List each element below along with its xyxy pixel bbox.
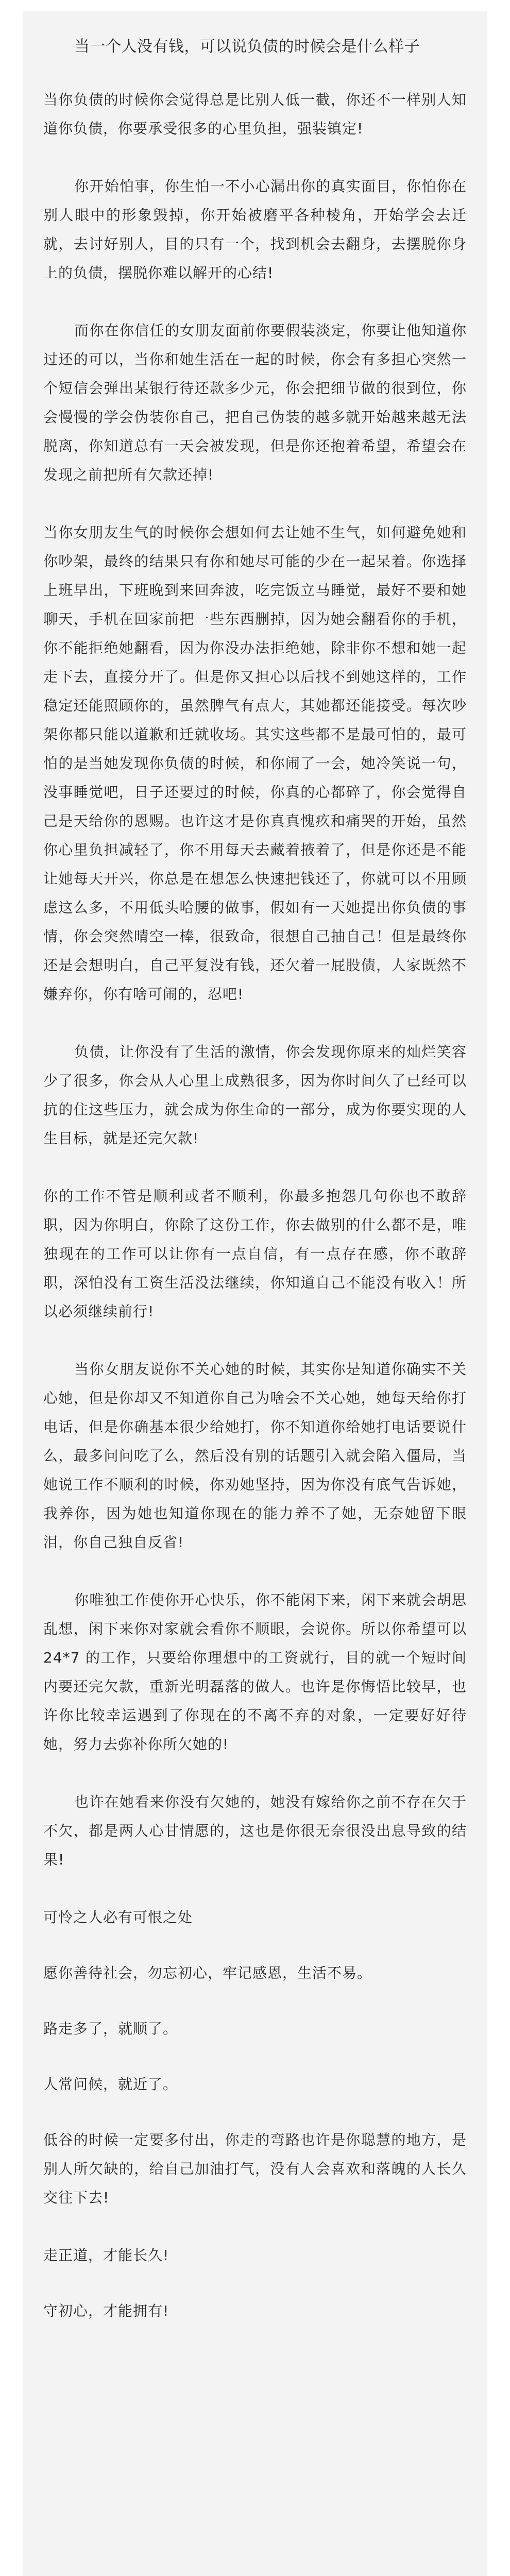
paragraph-10: 可怜之人必有可恨之处 xyxy=(43,1909,193,1926)
paragraph-6: 你的工作不管是顺利或者不顺利，你最多抱怨几句你也不敢辞职，因为你明白，你除了这份工作，你去做别的什么都不是，唯独现在的工作可以让你有一点自信，有一点存在感，你不敢辞职，深怕没有工资生活没法继续，你知道自己不能没有收入！所以必须继续前行! xyxy=(43,1188,467,1320)
paragraph-12: 路走多了，就顺了。 xyxy=(43,2020,178,2037)
paragraph-5: 负债，让你没有了生活的激情，你会发现你原来的灿烂笑容少了很多，你会从人心里上成熟很多，因为你时间久了已经可以抗的住这些压力，就会成为你生命的一部分，成为你要实现的人生目标，就是还完欠款! xyxy=(43,1043,467,1147)
paragraph-11: 愿你善待社会，勿忘初心，牢记感恩，生活不易。 xyxy=(43,1964,372,1981)
article-title: 当一个人没有钱，可以说负债的时候会是什么样子 xyxy=(74,38,420,56)
paragraph-1: 当你负债的时候你会觉得总是比别人低一截，你还不一样别人知道你负债，你要承受很多的心里负担，强装镇定! xyxy=(43,91,467,137)
paragraph-9: 也许在她看来你没有欠她的，她没有嫁给你之前不存在欠于不欠，都是两人心甘情愿的，这也是你很无奈很没出息导致的结果! xyxy=(43,1793,467,1868)
note-content xyxy=(23,11,487,2576)
paragraph-2: 你开始怕事，你生怕一不小心漏出你的真实面目，你怕你在别人眼中的形象毁掉，你开始被磨平各种棱角，开始学会去迁就，去讨好别人，目的只有一个，找到机会去翻身，去摆脱你身上的负债，摆脱你难以解开的心结! xyxy=(43,178,467,281)
paragraph-8: 你唯独工作使你开心快乐，你不能闲下来，闲下来就会胡思乱想，闲下来你对家就会看你不顺眼，会说你。所以你希望可以 24*7 的工作，只要给你理想中的工资就行，目的就一个短时间内要还完欠款，重新光明磊落的做人。也许是你悔悟比较早，也许你比较幸运遇到了你现在的不离不弃的对象，一定要好好待她，努力去弥补你所欠她的! xyxy=(43,1591,467,1753)
paragraph-4: 当你女朋友生气的时候你会想如何去让她不生气，如何避免她和你吵架，最终的结果只有你和她尽可能的少在一起呆着。你选择上班早出，下班晚到来回奔波，吃完饭立马睡觉，最好不要和她聊天，手机在回家前把一些东西删掉，因为她会翻看你的手机，你不能拒绝她翻看，因为你没办法拒绝她，除非你不想和她一起走下去，直接分开了。但是你又担心以后找不到她这样的，工作稳定还能照顾你的，虽然脾气有点大，其她都还能接受。每次吵架你都只能以道歉和迁就收场。其实这些都不是最可怕的，最可怕的是当她发现你负债的时候，和你闹了一会，她冷笑说一句，没事睡觉吧，日子还要过的时候，你真的心都碎了，你会觉得自己是天给你的恩赐。也许这才是你真真愧疚和痛哭的开始，虽然你心里负担减轻了，你不用每天去藏着掖着了，但是你还是不能让她每天开兴，你总是在想怎么快速把钱还了，你就可以不用顾虑这么多，不用低头哈腰的做事，假如有一天她提出你负债的事情，你会突然晴空一棒，很致命，很想自己抽自己！但是最终你还是会想明白，自己平复没有钱，还欠着一屁股债，人家既然不嫌弃你，你有啥可闹的，忍吧! xyxy=(43,524,467,1003)
paragraph-16: 守初心，才能拥有! xyxy=(43,2302,169,2319)
paragraph-15: 走正道，才能长久! xyxy=(43,2247,169,2264)
paragraph-3: 而你在你信任的女朋友面前你要假装淡定，你要让他知道你过还的可以，当你和她生活在一起的时候，你会有多担心突然一个短信会弹出某银行待还款多少元，你会把细节做的很到位，你会慢慢的学会伪装你自己，把自己伪装的越多就开始越来越无法脱离，你知道总有一天会被发现，但是你还抱着希望，希望会在发现之前把所有欠款还掉! xyxy=(43,322,467,483)
paragraph-13: 人常问候，就近了。 xyxy=(43,2076,178,2093)
paragraph-14: 低谷的时候一定要多付出，你走的弯路也许是你聪慧的地方，是别人所欠缺的，给自己加油打气，没有人会喜欢和落魄的人长久交往下去! xyxy=(43,2131,467,2206)
paragraph-7: 当你女朋友说你不关心她的时候，其实你是知道你确实不关心她，但是你却又不知道你自己为啥会不关心她，她每天给你打电话，但是你确基本很少给她打，你不知道你给她打电话要说什么，最多问问吃了么，然后没有别的话题引入就会陷入僵局，当她说工作不顺利的时候，你劝她坚持，因为你没有底气告诉她，我养你，因为她也知道你现在的能力养不了她，无奈她留下眼泪，你自己独自反省! xyxy=(43,1361,467,1551)
